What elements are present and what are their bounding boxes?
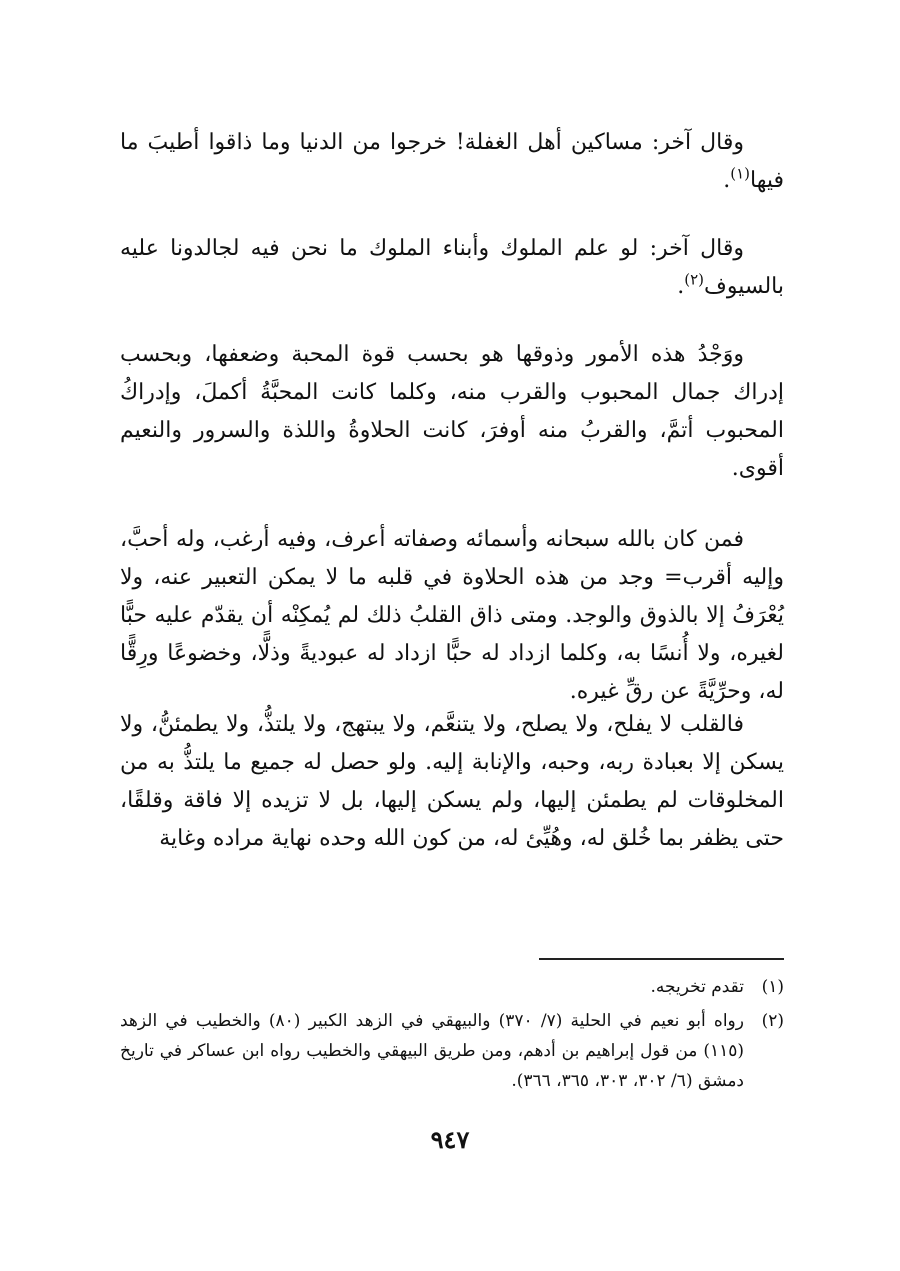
footnotes — [120, 972, 784, 1100]
page-number: ٩٤٧ — [430, 1125, 470, 1154]
paragraph-end: . — [723, 168, 731, 193]
footnote-number: (٢) — [761, 1011, 784, 1031]
footnote-separator — [539, 958, 784, 960]
paragraph-text: وقال آخر: لو علم الملوك وأبناء الملوك ما نحن فيه لجالدونا عليه بالسيوف — [120, 236, 784, 299]
paragraph-text: فمن كان بالله سبحانه وأسمائه وصفاته أعرف، وفيه أرغب، وله أحبَّ، وإليه أقرب= وجد من هذه الحلاوة في قلبه ما لا يمكن التعبير عنه، ولا يُعْرَفُ إلا بالذوق والوجد. ومتى ذاق القلبُ ذلك لم يُمكِنْه أن يقدّم عليه حبًّا لغيره، ولا أُنسًا به، وكلما ازداد له حبًّا ازداد له عبوديةً وذلًّا، وخضوعًا ورِقًّا له، وحرِّيَّةً عن رقِّ غيره. — [120, 527, 784, 704]
footnote-1 — [120, 972, 784, 1002]
footnote-number: (١) — [761, 977, 784, 997]
paragraph-1 — [120, 124, 784, 200]
paragraph-text: ووَجْدُ هذه الأمور وذوقها هو بحسب قوة المحبة وضعفها، وبحسب إدراك جمال المحبوب والقرب منه، وكلما كانت المحبَّةُ أكملَ، وإدراكُ المحبوب أتمَّ، والقربُ منه أوفرَ، كانت الحلاوةُ واللذة والسرور والنعيم أقوى. — [120, 342, 784, 481]
footnote-reference-2: (٢) — [684, 270, 705, 289]
paragraph-text: فالقلب لا يفلح، ولا يصلح، ولا يتنعَّم، ولا يبتهج، ولا يلتذُّ، ولا يطمئنُّ، ولا يسكن إلا بعبادة ربه، وحبه، والإنابة إليه. ولو حصل له جميع ما يلتذُّ به من المخلوقات لم يطمئن إليها، ولم يسكن إليها، بل لا تزيده إلا فاقة وقلقًا، حتى يظفر بما خُلق له، وهُيِّئ له، من كون الله وحده نهاية مراده وغاية — [120, 712, 784, 851]
paragraph-5 — [120, 706, 784, 858]
footnote-reference-1: (١) — [730, 164, 750, 183]
paragraph-text: وقال آخر: مساكين أهل الغفلة! خرجوا من الدنيا وما ذاقوا أطيبَ ما فيها — [120, 130, 784, 193]
footnote-text: تقدم تخريجه. — [650, 977, 744, 997]
paragraph-4 — [120, 521, 784, 711]
paragraph-3 — [120, 336, 784, 488]
paragraph-2 — [120, 230, 784, 306]
paragraph-end: . — [677, 274, 685, 299]
footnote-text: رواه أبو نعيم في الحلية (٧/ ٣٧٠) والبيهقي في الزهد الكبير (٨٠) والخطيب في الزهد (١١٥) من قول إبراهيم بن أدهم، ومن طريق البيهقي والخطيب رواه ابن عساكر في تاريخ دمشق (٦/ ٣٠٢، ٣٠٣، ٣٦٥، ٣٦٦). — [120, 1011, 744, 1091]
footnote-2 — [120, 1006, 784, 1096]
